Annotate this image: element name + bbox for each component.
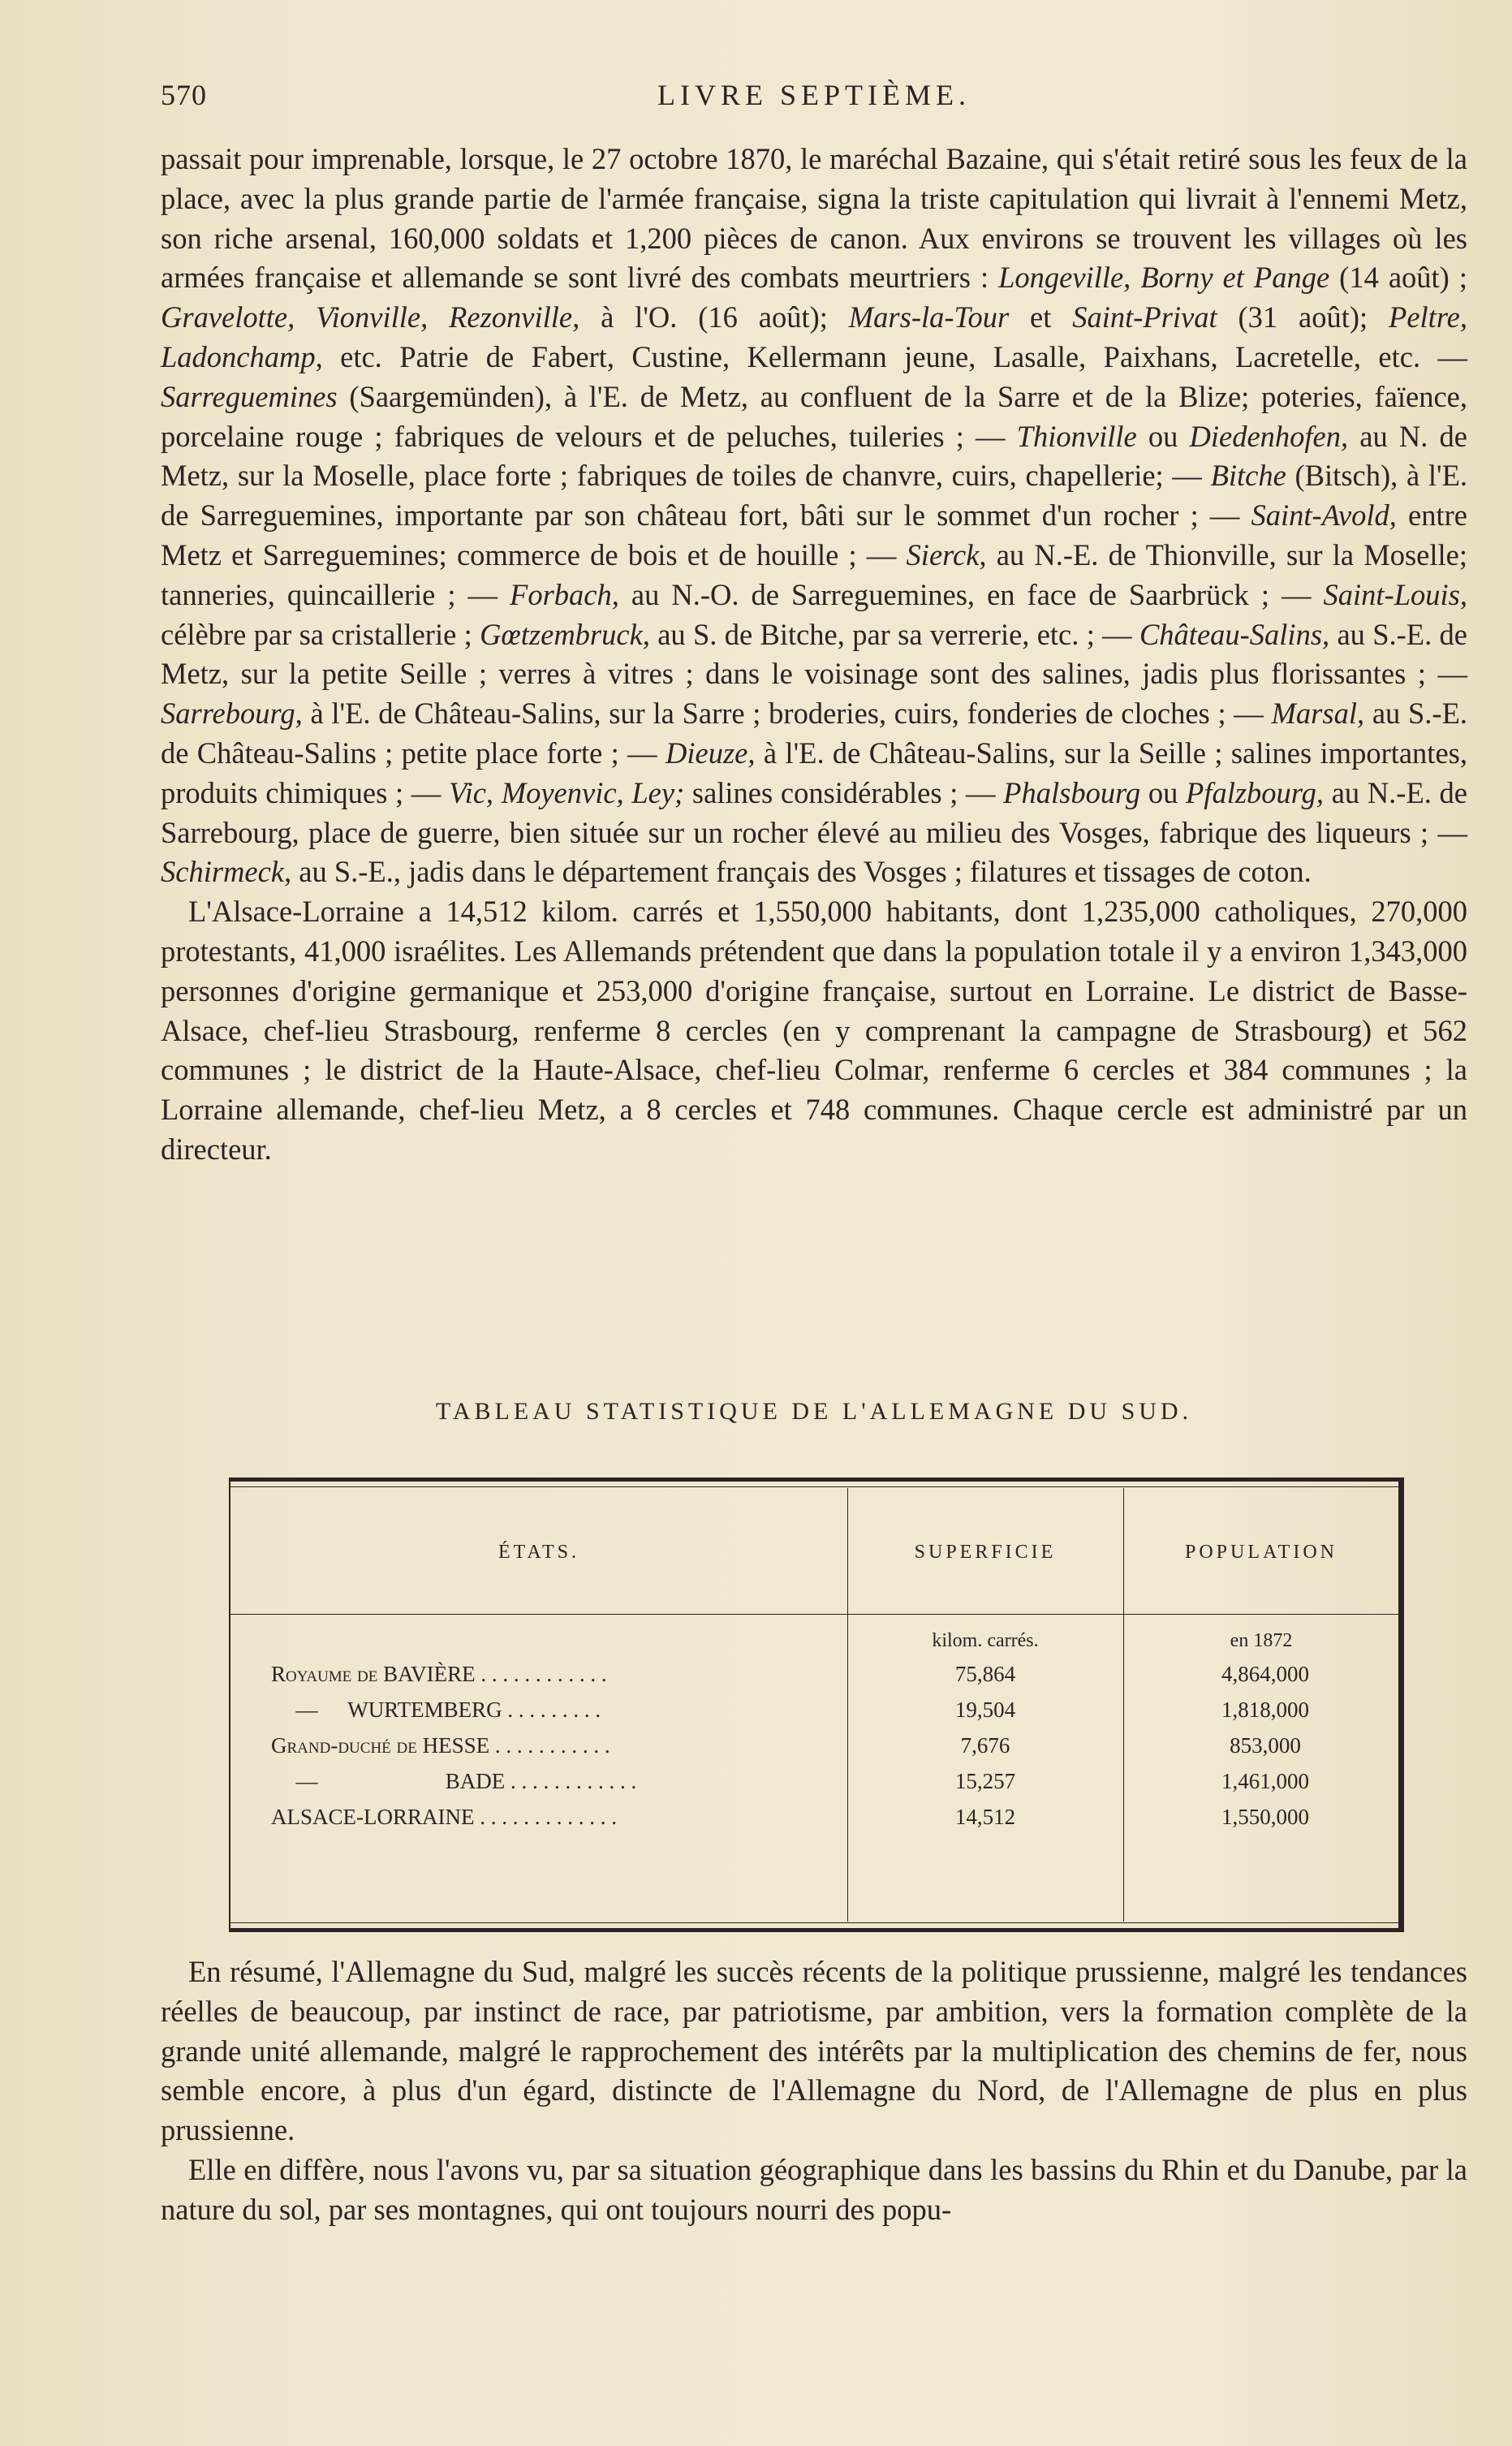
population-value: 4,864,000	[1221, 1662, 1309, 1686]
state-name: — BADE . . . . . . . . . . . .	[295, 1769, 637, 1793]
state-name: Royaume de BAVIÈRE . . . . . . . . . . . .	[271, 1662, 607, 1686]
paragraph-alsace-lorraine: L'Alsace-Lorraine a 14,512 kilom. carrés et 1,550,000 habitants, dont 1,235,000 catholiques, 270,000 protestants, 41,000 israélites. Les Allemands prétendent que dans la population totale il y a environ 1,343,000 personnes d'origine germanique et 253,000 d'origine française, surtout en Lorraine. Le district de Basse-Alsace, chef-lieu Strasbourg, renferme 8 cercles (en y comprenant la campagne de Strasbourg) et 562 communes ; le district de la Haute-Alsace, chef-lieu Colmar, renferme 6 cercles et 384 communes ; la Lorraine allemande, chef-lieu Metz, a 8 cercles et 748 communes. Chaque cercle est administré par un directeur.	[161, 895, 1467, 1166]
table-row	[230, 1662, 1398, 1698]
population-value: 853,000	[1230, 1733, 1301, 1758]
table-title: TABLEAU STATISTIQUE DE L'ALLEMAGNE DU SUD.	[435, 1398, 1193, 1425]
column-header-population: POPULATION	[1184, 1542, 1338, 1563]
column-header-area: SUPERFICIE	[914, 1542, 1057, 1563]
table-inner-rule-bottom	[230, 1922, 1398, 1923]
population-value: 1,550,000	[1221, 1805, 1309, 1829]
column-header-states: ÉTATS.	[498, 1542, 580, 1563]
closing-text	[161, 1952, 1467, 2230]
area-value: 19,504	[954, 1698, 1016, 1722]
area-value: 14,512	[954, 1805, 1016, 1829]
table-inner-rule-top	[230, 1486, 1398, 1487]
table-row	[230, 1698, 1398, 1733]
paragraph-resume: En résumé, l'Allemagne du Sud, malgré les succès récents de la politique prussienne, malgré les tendances réelles de beaucoup, par instinct de race, par patriotisme, par ambition, vers la formation complète de la grande unité allemande, malgré le rapprochement des intérêts par la multiplication des chemins de fer, nous semble encore, à plus d'un égard, distincte de l'Allemagne du Nord, de l'Allemagne de plus en plus prussienne.	[161, 1955, 1467, 2147]
population-value: 1,818,000	[1221, 1698, 1309, 1722]
state-name: ALSACE-LORRAINE . . . . . . . . . . . . .	[271, 1805, 617, 1829]
table-row	[230, 1805, 1398, 1840]
population-year: en 1872	[1230, 1630, 1293, 1651]
page-number: 570	[161, 79, 207, 111]
body-text	[161, 140, 1467, 1170]
paragraph-metz-environs: passait pour imprenable, lorsque, le 27 octobre 1870, le maréchal Bazaine, qui s'était retiré sous les feux de la place, avec la plus grande partie de l'armée française, signa la triste capitulation qui livrait à l'ennemi Metz, son riche arsenal, 160,000 soldats et 1,200 pièces de canon. Aux environs se trouvent les villages où les armées française et allemande se sont livré des combats meurtriers : Longeville, Borny et Pange (14 août) ; Gravelotte, Vionville, Rezonville, à l'O. (16 août); Mars-la-Tour et Saint-Privat (31 août); Peltre, Ladonchamp, etc. Patrie de Fabert, Custine, Kellermann jeune, Lasalle, Paixhans, Lacretelle, etc. — Sarreguemines (Saargemünden), à l'E. de Metz, au confluent de la Sarre et de la Blize; poteries, faïence, porcelaine rouge ; fabriques de velours et de peluches, tuileries ; — Thionville ou Diedenhofen, au N. de Metz, sur la Moselle, place forte ; fabriques de toiles de chanvre, cuirs, chapellerie; — Bitche (Bitsch), à l'E. de Sarreguemines, importante par son château fort, bâti sur le sommet d'un rocher ; — Saint-Avold, entre Metz et Sarreguemines; commerce de bois et de houille ; — Sierck, au N.-E. de Thionville, sur la Moselle; tanneries, quincaillerie ; — Forbach, au N.-O. de Sarreguemines, en face de Saarbrück ; — Saint-Louis, célèbre par sa cristallerie ; Gœtzembruck, au S. de Bitche, par sa verrerie, etc. ; — Château-Salins, au S.-E. de Metz, sur la petite Seille ; verres à vitres ; dans le voisinage sont des salines, jadis plus florissantes ; — Sarrebourg, à l'E. de Château-Salins, sur la Sarre ; broderies, cuirs, fonderies de cloches ; — Marsal, au S.-E. de Château-Salins ; petite place forte ; — Dieuze, à l'E. de Château-Salins, sur la Seille ; salines importantes, produits chimiques ; — Vic, Moyenvic, Ley; salines considérables ; — Phalsbourg ou Pfalzbourg, au N.-E. de Sarrebourg, place de guerre, bien située sur un rocher élevé au milieu des Vosges, fabrique des liqueurs ; — Schirmeck, au S.-E., jadis dans le département français des Vosges ; filatures et tissages de coton.	[161, 142, 1468, 889]
population-value: 1,461,000	[1221, 1769, 1309, 1793]
paragraph-difference: Elle en diffère, nous l'avons vu, par sa situation géographique dans les bassins du Rhin et du Danube, par la nature du sol, par ses montagnes, qui ont toujours nourri des popu-	[161, 2152, 1467, 2226]
statistics-table	[229, 1478, 1404, 1932]
page-header	[161, 78, 1467, 127]
state-name: — WURTEMBERG . . . . . . . . .	[295, 1698, 601, 1722]
area-value: 7,676	[960, 1733, 1010, 1758]
area-unit: kilom. carrés.	[932, 1630, 1039, 1651]
header-rule	[230, 1614, 1398, 1615]
state-name: Grand-duché de HESSE . . . . . . . . . . .	[271, 1733, 610, 1758]
table-row	[230, 1769, 1398, 1805]
area-value: 15,257	[954, 1769, 1016, 1793]
area-value: 75,864	[954, 1662, 1016, 1686]
running-head: LIVRE SEPTIÈME.	[657, 79, 971, 111]
table-row	[230, 1733, 1398, 1769]
